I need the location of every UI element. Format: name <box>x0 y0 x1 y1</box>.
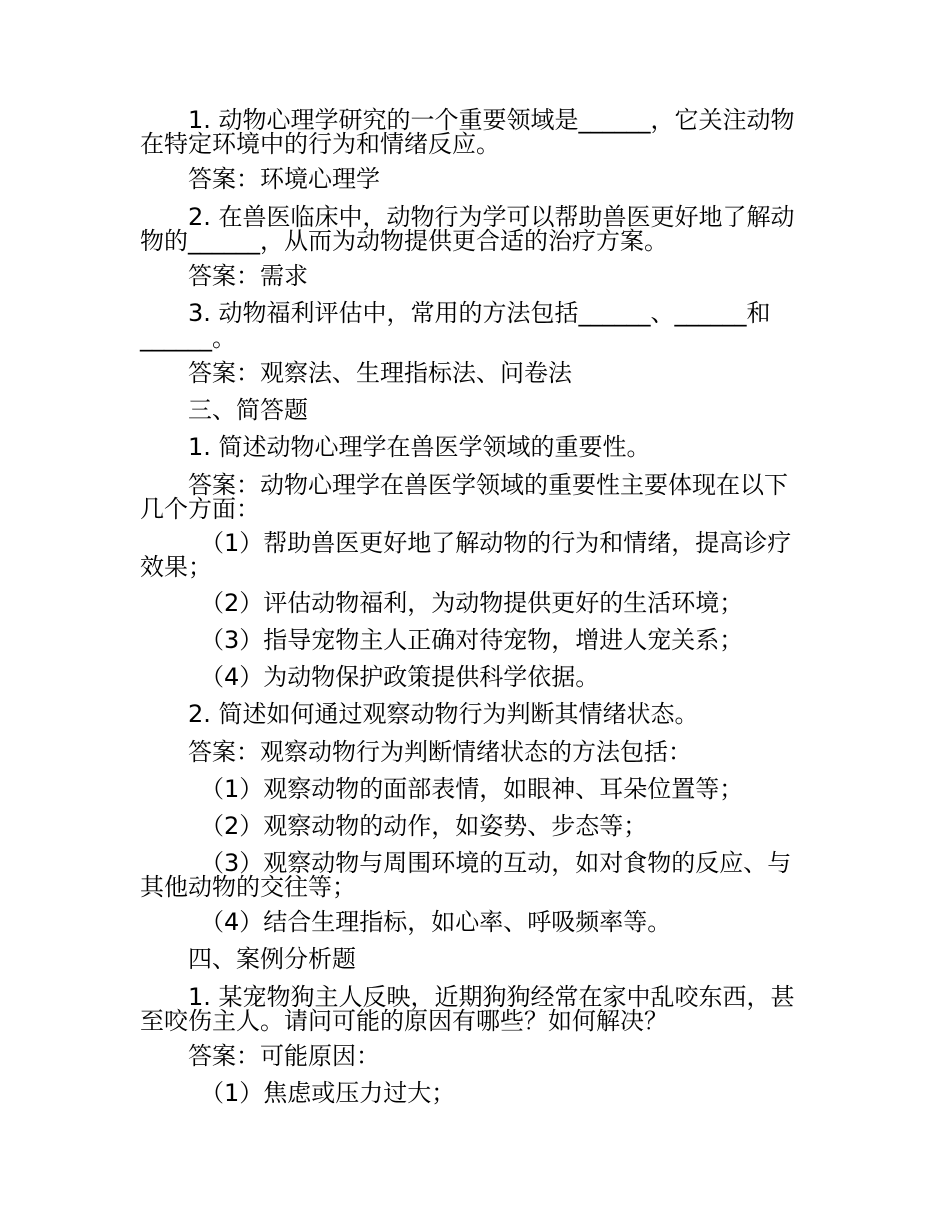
sa-q2-item3-line1: （3）观察动物与周围环境的互动，如对食物的反应、与 <box>200 849 792 877</box>
sa-q2-item4: （4）结合生理指标，如心率、呼吸频率等。 <box>200 908 672 936</box>
q2-fill-blank-line1: 2. 在兽医临床中，动物行为学可以帮助兽医更好地了解动 <box>188 203 795 231</box>
q2-fill-blank-line2: 物的______，从而为动物提供更合适的治疗方案。 <box>140 227 668 255</box>
sa-q1: 1. 简述动物心理学在兽医学领域的重要性。 <box>188 433 651 461</box>
q3-fill-blank-line2: ______。 <box>140 324 236 352</box>
sa-q1-item3: （3）指导宠物主人正确对待宠物，增进人宠关系； <box>200 626 744 654</box>
sa-q2-item2: （2）观察动物的动作，如姿势、步态等； <box>200 812 648 840</box>
sa-q1-answer-line2: 几个方面： <box>140 495 260 523</box>
section-heading-case-analysis: 四、案例分析题 <box>188 945 356 973</box>
sa-q1-item2: （2）评估动物福利，为动物提供更好的生活环境； <box>200 589 744 617</box>
case-q1-line1: 1. 某宠物狗主人反映，近期狗狗经常在家中乱咬东西，甚 <box>188 983 795 1011</box>
section-heading-short-answer: 三、简答题 <box>188 396 308 424</box>
sa-q1-answer-line1: 答案：动物心理学在兽医学领域的重要性主要体现在以下 <box>188 471 788 499</box>
sa-q1-item4: （4）为动物保护政策提供科学依据。 <box>200 663 600 691</box>
sa-q1-item1-line2: 效果； <box>140 553 212 581</box>
case-q1-line2: 至咬伤主人。请问可能的原因有哪些？如何解决？ <box>140 1007 668 1035</box>
sa-q1-item1-line1: （1）帮助兽医更好地了解动物的行为和情绪，提高诊疗 <box>200 529 792 557</box>
q1-answer: 答案：环境心理学 <box>188 165 380 193</box>
q1-fill-blank-line1: 1. 动物心理学研究的一个重要领域是______，它关注动物 <box>188 106 795 134</box>
q1-fill-blank-line2: 在特定环境中的行为和情绪反应。 <box>140 130 500 158</box>
q3-fill-blank-line1: 3. 动物福利评估中，常用的方法包括______、______和 <box>188 299 771 327</box>
sa-q2-item1: （1）观察动物的面部表情，如眼神、耳朵位置等； <box>200 775 744 803</box>
case-q1-item1: （1）焦虑或压力过大； <box>200 1079 456 1107</box>
case-q1-answer: 答案：可能原因： <box>188 1042 380 1070</box>
q2-answer: 答案：需求 <box>188 262 308 290</box>
sa-q2: 2. 简述如何通过观察动物行为判断其情绪状态。 <box>188 700 699 728</box>
sa-q2-answer: 答案：观察动物行为判断情绪状态的方法包括： <box>188 738 692 766</box>
sa-q2-item3-line2: 其他动物的交往等； <box>140 873 356 901</box>
q3-answer: 答案：观察法、生理指标法、问卷法 <box>188 359 572 387</box>
